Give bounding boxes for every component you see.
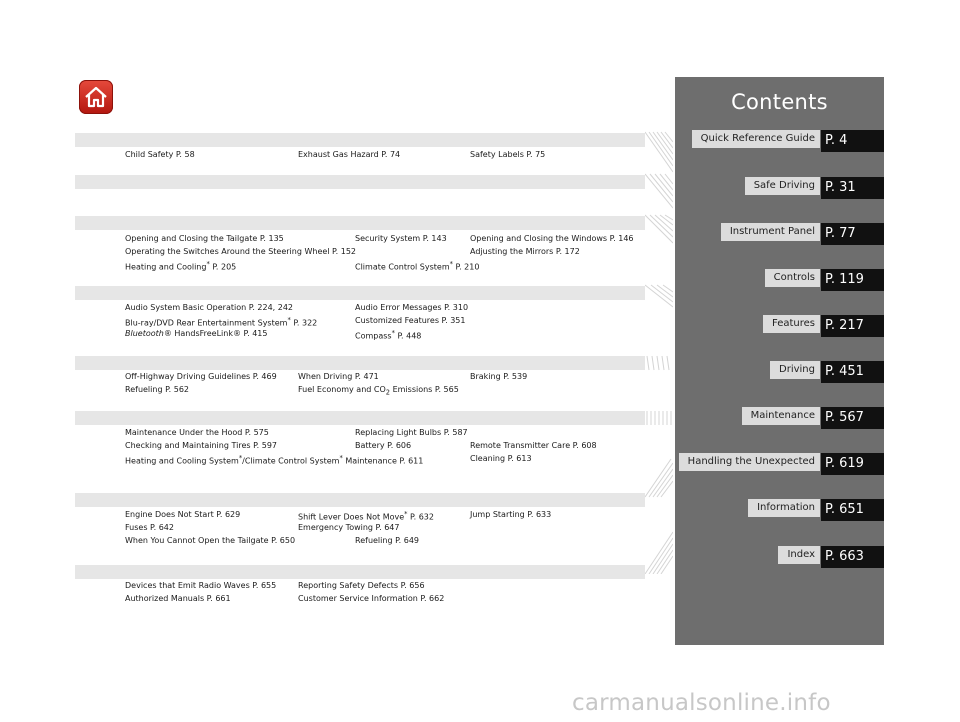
link-hvac-maintenance[interactable]: Heating and Cooling System*/Climate Control System* Maintenance P. 611 — [125, 454, 424, 466]
tab-page-number: P. 77 — [821, 223, 884, 245]
tab-page-number: P. 31 — [821, 177, 884, 199]
tab-information[interactable] — [675, 499, 884, 521]
link-jump-starting[interactable]: Jump Starting P. 633 — [470, 510, 552, 519]
section-band-handling-the-unexpected[interactable] — [75, 493, 645, 507]
tab-page-number: P. 663 — [821, 546, 884, 568]
link-customized-features[interactable]: Customized Features P. 351 — [355, 316, 466, 325]
unexpected-links — [125, 508, 655, 547]
link-security-system[interactable]: Security System P. 143 — [355, 234, 447, 243]
link-engine-does-not-start[interactable]: Engine Does Not Start P. 629 — [125, 510, 241, 519]
tab-page-number: P. 217 — [821, 315, 884, 337]
driving-links — [125, 370, 655, 396]
link-off-highway[interactable]: Off-Highway Driving Guidelines P. 469 — [125, 372, 277, 381]
link-child-safety[interactable]: Child Safety P. 58 — [125, 150, 195, 159]
tab-label: Controls — [765, 269, 820, 287]
link-cannot-open-tailgate[interactable]: When You Cannot Open the Tailgate P. 650 — [125, 536, 296, 545]
link-audio-error[interactable]: Audio Error Messages P. 310 — [355, 303, 469, 312]
tab-page-number: P. 119 — [821, 269, 884, 291]
tab-handling-the-unexpected[interactable] — [675, 453, 884, 475]
tab-label: Information — [748, 499, 820, 517]
safe-driving-links — [125, 148, 655, 161]
link-steering-switches[interactable]: Operating the Switches Around the Steering Wheel P. 152 — [125, 247, 356, 256]
tab-driving[interactable] — [675, 361, 884, 383]
link-customer-service[interactable]: Customer Service Information P. 662 — [298, 594, 445, 603]
tab-features[interactable] — [675, 315, 884, 337]
features-links — [125, 301, 655, 340]
connector-stripes — [645, 172, 673, 216]
link-heating-cooling[interactable]: Heating and Cooling* P. 205 — [125, 260, 237, 272]
tab-safe-driving[interactable] — [675, 177, 884, 199]
link-safety-defects[interactable]: Reporting Safety Defects P. 656 — [298, 581, 425, 590]
section-band-controls[interactable] — [75, 216, 645, 230]
link-refueling-unexpected[interactable]: Refueling P. 649 — [355, 536, 419, 545]
watermark: carmanualsonline.info — [572, 690, 831, 716]
information-links — [125, 579, 655, 605]
tab-quick-reference-guide[interactable] — [675, 130, 884, 152]
section-band-instrument-panel[interactable] — [75, 175, 645, 189]
link-exhaust-gas-hazard[interactable]: Exhaust Gas Hazard P. 74 — [298, 150, 401, 159]
tab-page-number: P. 4 — [821, 130, 884, 152]
link-emergency-towing[interactable]: Emergency Towing P. 647 — [298, 523, 400, 532]
link-windows[interactable]: Opening and Closing the Windows P. 146 — [470, 234, 634, 243]
link-handsfreelink[interactable]: Bluetooth® HandsFreeLink® P. 415 — [125, 329, 268, 338]
tab-label: Features — [763, 315, 820, 333]
tab-label: Handling the Unexpected — [679, 453, 820, 471]
tab-maintenance[interactable] — [675, 407, 884, 429]
link-audio-basic[interactable]: Audio System Basic Operation P. 224, 242 — [125, 303, 294, 312]
tab-page-number: P. 451 — [821, 361, 884, 383]
link-under-the-hood[interactable]: Maintenance Under the Hood P. 575 — [125, 428, 269, 437]
section-band-features[interactable] — [75, 286, 645, 300]
tab-label: Maintenance — [742, 407, 820, 425]
link-mirrors[interactable]: Adjusting the Mirrors P. 172 — [470, 247, 580, 256]
tab-label: Index — [778, 546, 820, 564]
section-band-driving[interactable] — [75, 356, 645, 370]
link-rear-entertainment[interactable]: Blu-ray/DVD Rear Entertainment System* P. 322 — [125, 316, 318, 328]
link-tires[interactable]: Checking and Maintaining Tires P. 597 — [125, 441, 278, 450]
link-radio-waves[interactable]: Devices that Emit Radio Waves P. 655 — [125, 581, 277, 590]
tab-index[interactable] — [675, 546, 884, 568]
home-icon — [83, 84, 109, 110]
tab-label: Driving — [770, 361, 820, 379]
link-authorized-manuals[interactable]: Authorized Manuals P. 661 — [125, 594, 231, 603]
link-cleaning[interactable]: Cleaning P. 613 — [470, 454, 532, 463]
link-compass[interactable]: Compass* P. 448 — [355, 329, 422, 341]
link-climate-control[interactable]: Climate Control System* P. 210 — [355, 260, 480, 272]
tab-page-number: P. 651 — [821, 499, 884, 521]
section-band-maintenance[interactable] — [75, 411, 645, 425]
contents-panel — [675, 77, 884, 645]
link-remote-transmitter[interactable]: Remote Transmitter Care P. 608 — [470, 441, 597, 450]
link-fuel-economy[interactable]: Fuel Economy and $CO_2$ Emissions P. 565 — [298, 385, 459, 397]
link-battery[interactable]: Battery P. 606 — [355, 441, 412, 450]
link-refueling[interactable]: Refueling P. 562 — [125, 385, 189, 394]
tab-label: Safe Driving — [745, 177, 820, 195]
link-braking[interactable]: Braking P. 539 — [470, 372, 528, 381]
link-when-driving[interactable]: When Driving P. 471 — [298, 372, 379, 381]
tab-label: Instrument Panel — [721, 223, 820, 241]
controls-links — [125, 232, 655, 271]
home-button[interactable] — [79, 80, 113, 114]
maintenance-links — [125, 426, 655, 465]
tab-page-number: P. 567 — [821, 407, 884, 429]
section-band-safe-driving[interactable] — [75, 133, 645, 147]
link-tailgate[interactable]: Opening and Closing the Tailgate P. 135 — [125, 234, 284, 243]
tab-page-number: P. 619 — [821, 453, 884, 475]
link-safety-labels[interactable]: Safety Labels P. 75 — [470, 150, 546, 159]
tab-instrument-panel[interactable] — [675, 223, 884, 245]
link-fuses[interactable]: Fuses P. 642 — [125, 523, 174, 532]
contents-title: Contents — [731, 90, 828, 114]
tab-controls[interactable] — [675, 269, 884, 291]
link-shift-lever[interactable]: Shift Lever Does Not Move* P. 632 — [298, 510, 434, 522]
tab-label: Quick Reference Guide — [692, 130, 820, 148]
link-light-bulbs[interactable]: Replacing Light Bulbs P. 587 — [355, 428, 468, 437]
section-band-information[interactable] — [75, 565, 645, 579]
